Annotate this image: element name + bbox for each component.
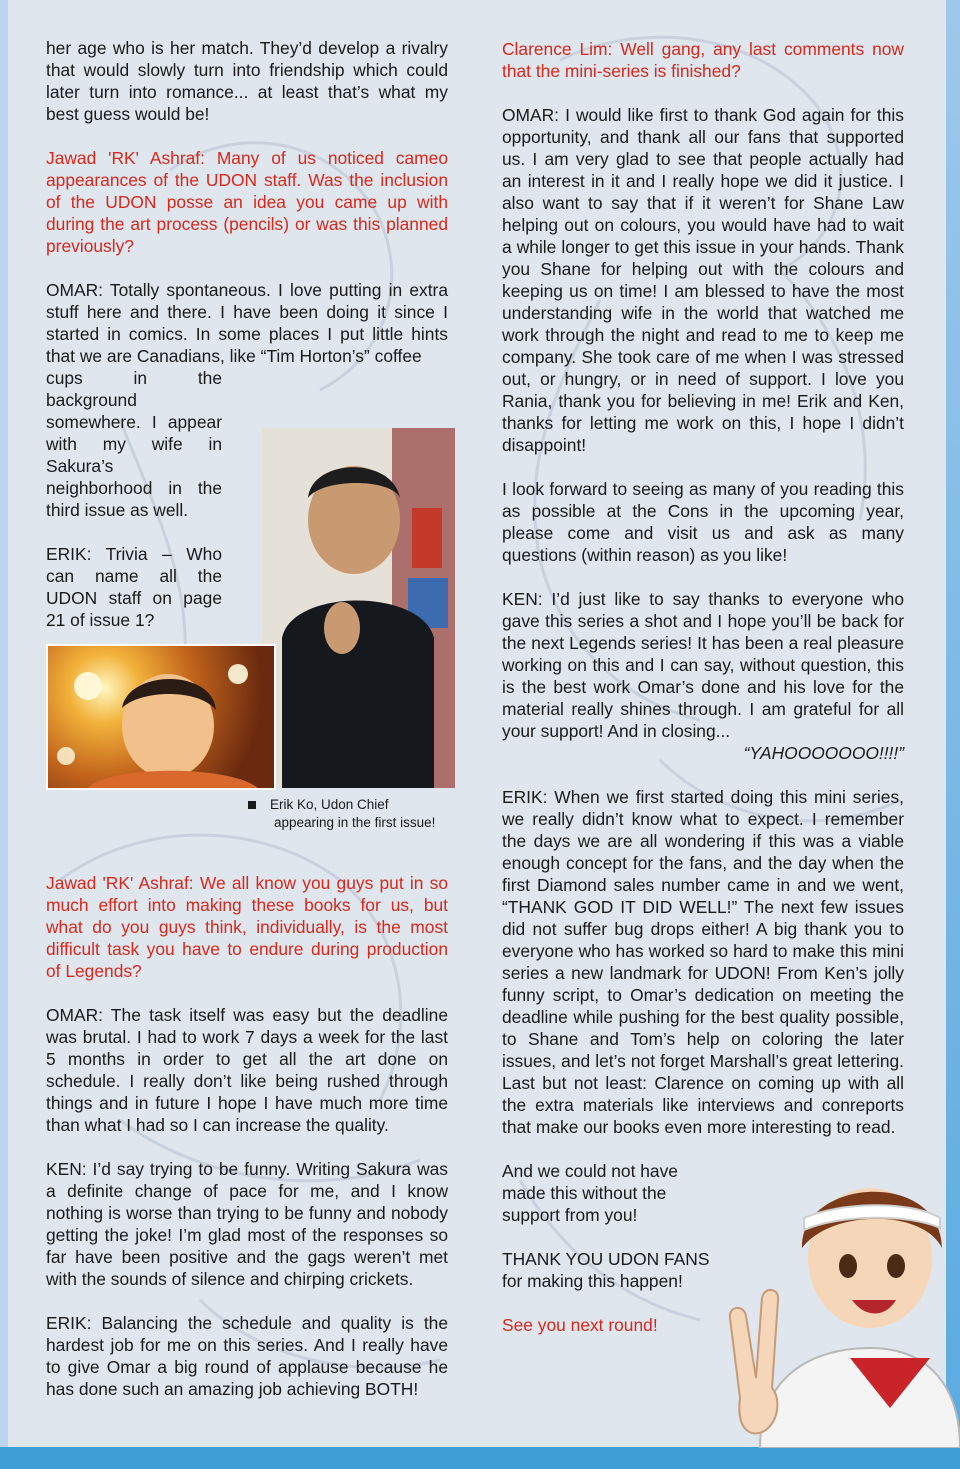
closing-support-line-2: made this without the	[502, 1183, 667, 1203]
paragraph-intro: her age who is her match. They’d develop a rivalry that would slowly turn into friendship which could later turn into romance... at least that’s what my best guess would be!	[46, 38, 448, 124]
answer-omar-cameo: OMAR: Totally spontaneous. I love putting in extra stuff here and there. I have been doing it since I started in comics. In some places I put little hints that we are Canadians, like “Tim Horton’s” coffee	[46, 280, 448, 366]
answer-omar-difficult: OMAR: The task itself was easy but the deadline was brutal. I had to work 7 days a week for the last 5 months in order to get all the art done on schedule. I really don’t like being rushed through things and in future I hope I have much more time than what I had so I can increase the quality.	[46, 1005, 448, 1135]
answer-erik-thanks: ERIK: When we first started doing this mini series, we really didn’t know what to expect. I remember the days we are all wondering if this was a viable enough concept for the fans, and the day when the first Diamond sales number came in and we went, “THANK GOD IT DID WELL!” The next few issues did not suffer bug drops either! A big thank you to everyone who has worked so hard to make this mini series a new landmark for UDON! From Ken’s jolly funny script, to Omar’s dedication on meeting the deadline while pushing for the best quality possible, to Shane and Tom’s help on coloring the later issues, and let’s not forget Marshall’s great lettering. Last but not least: Clarence on coming up with all the extra materials like interviews and conreports that make our books even more interesting to read.	[502, 787, 904, 1137]
see-you-next-round: See you next round!	[502, 1315, 658, 1335]
answer-erik-difficult: ERIK: Balancing the schedule and quality is the hardest job for me on this series. And I really have to give Omar a big round of applause because he has done such an amazing job achieving BOTH!	[46, 1313, 448, 1399]
ken-yahoo: “YAHOOOOOOO!!!!”	[743, 743, 904, 763]
erik-trivia: ERIK: Trivia – Who can name all the UDON staff on page 21 of issue 1?	[46, 544, 222, 630]
question-difficult-task: Jawad 'RK' Ashraf: We all know you guys put in so much effort into making these books for us, but what do you guys think, individually, is the most difficult task you have to endure during production of Legends?	[46, 873, 448, 981]
erik-ko-photo	[262, 428, 455, 788]
erik-ko-photo-art	[262, 428, 455, 788]
answer-omar-thanks: OMAR: I would like first to thank God again for this opportunity, and thank all our fans that supported us. I am very glad to see that people actually had an interest in it and I really hope we did it justice. I also want to say that if it weren’t for Shane Law helping out on colours, you would have had to wait a while longer to get this issue in your hands. Thank you Shane for helping out with the colours and keeping us on time! I am blessed to have the most understanding wife in the world that watched me work through the night and read to me to keep me company. She took care of me when I was stressed out, or hungry, or in need of support. I love you Rania, thank you for believing in me! Erik and Ken, thanks for letting me work on this, I hope I didn’t disappoint!	[502, 105, 904, 455]
closing-support-line-3: support from you!	[502, 1205, 638, 1225]
page-frame-bottom	[0, 1447, 960, 1469]
sakura-illustration	[700, 1148, 960, 1448]
question-last-comments: Clarence Lim: Well gang, any last comments now that the mini-series is finished?	[502, 39, 904, 81]
caption-line-1: Erik Ko, Udon Chief	[270, 797, 389, 812]
closing-thanks-line-1: THANK YOU UDON FANS	[502, 1249, 710, 1269]
photo-caption	[248, 796, 458, 832]
caption-bullet	[248, 801, 256, 809]
answer-ken-thanks: KEN: I’d just like to say thanks to everyone who gave this series a shot and I hope you’ll be back for the next Legends series! It has been a real pleasure working on this and I can say, without question, this is the best work Omar’s done and his love for the material really shines through. I am grateful for all your support! And in closing...	[502, 589, 904, 741]
answer-ken-difficult: KEN: I’d say trying to be funny. Writing Sakura was a definite change of pace for me, and I know nothing is worse than trying to be funny and nobody getting the joke! I’m glad most of the responses so far have been positive and the gags weren’t met with the sounds of silence and chirping crickets.	[46, 1159, 448, 1289]
answer-omar-cameo-cont: cups in the background somewhere. I appear with my wife in Sakura’s neighborhood in the third issue as well.	[46, 368, 222, 520]
left-column-lower	[46, 872, 448, 1422]
closing-thanks-line-2: for making this happen!	[502, 1271, 683, 1291]
question-cameo: Jawad 'RK' Ashraf: Many of us noticed cameo appearances of the UDON staff. Was the inclusion of the UDON posse an idea you came up with during the art process (pencils) or was this planned previously?	[46, 148, 448, 256]
page-frame-left	[0, 0, 8, 1469]
answer-omar-cons: I look forward to seeing as many of you reading this as possible at the Cons in the upcoming year, please come and visit us and ask as many questions (within reason) as you like!	[502, 479, 904, 565]
closing-support-line-1: And we could not have	[502, 1161, 678, 1181]
erik-ko-comic-panel	[46, 644, 276, 790]
caption-line-2: appearing in the first issue!	[274, 815, 436, 830]
comic-panel-art	[48, 646, 274, 788]
